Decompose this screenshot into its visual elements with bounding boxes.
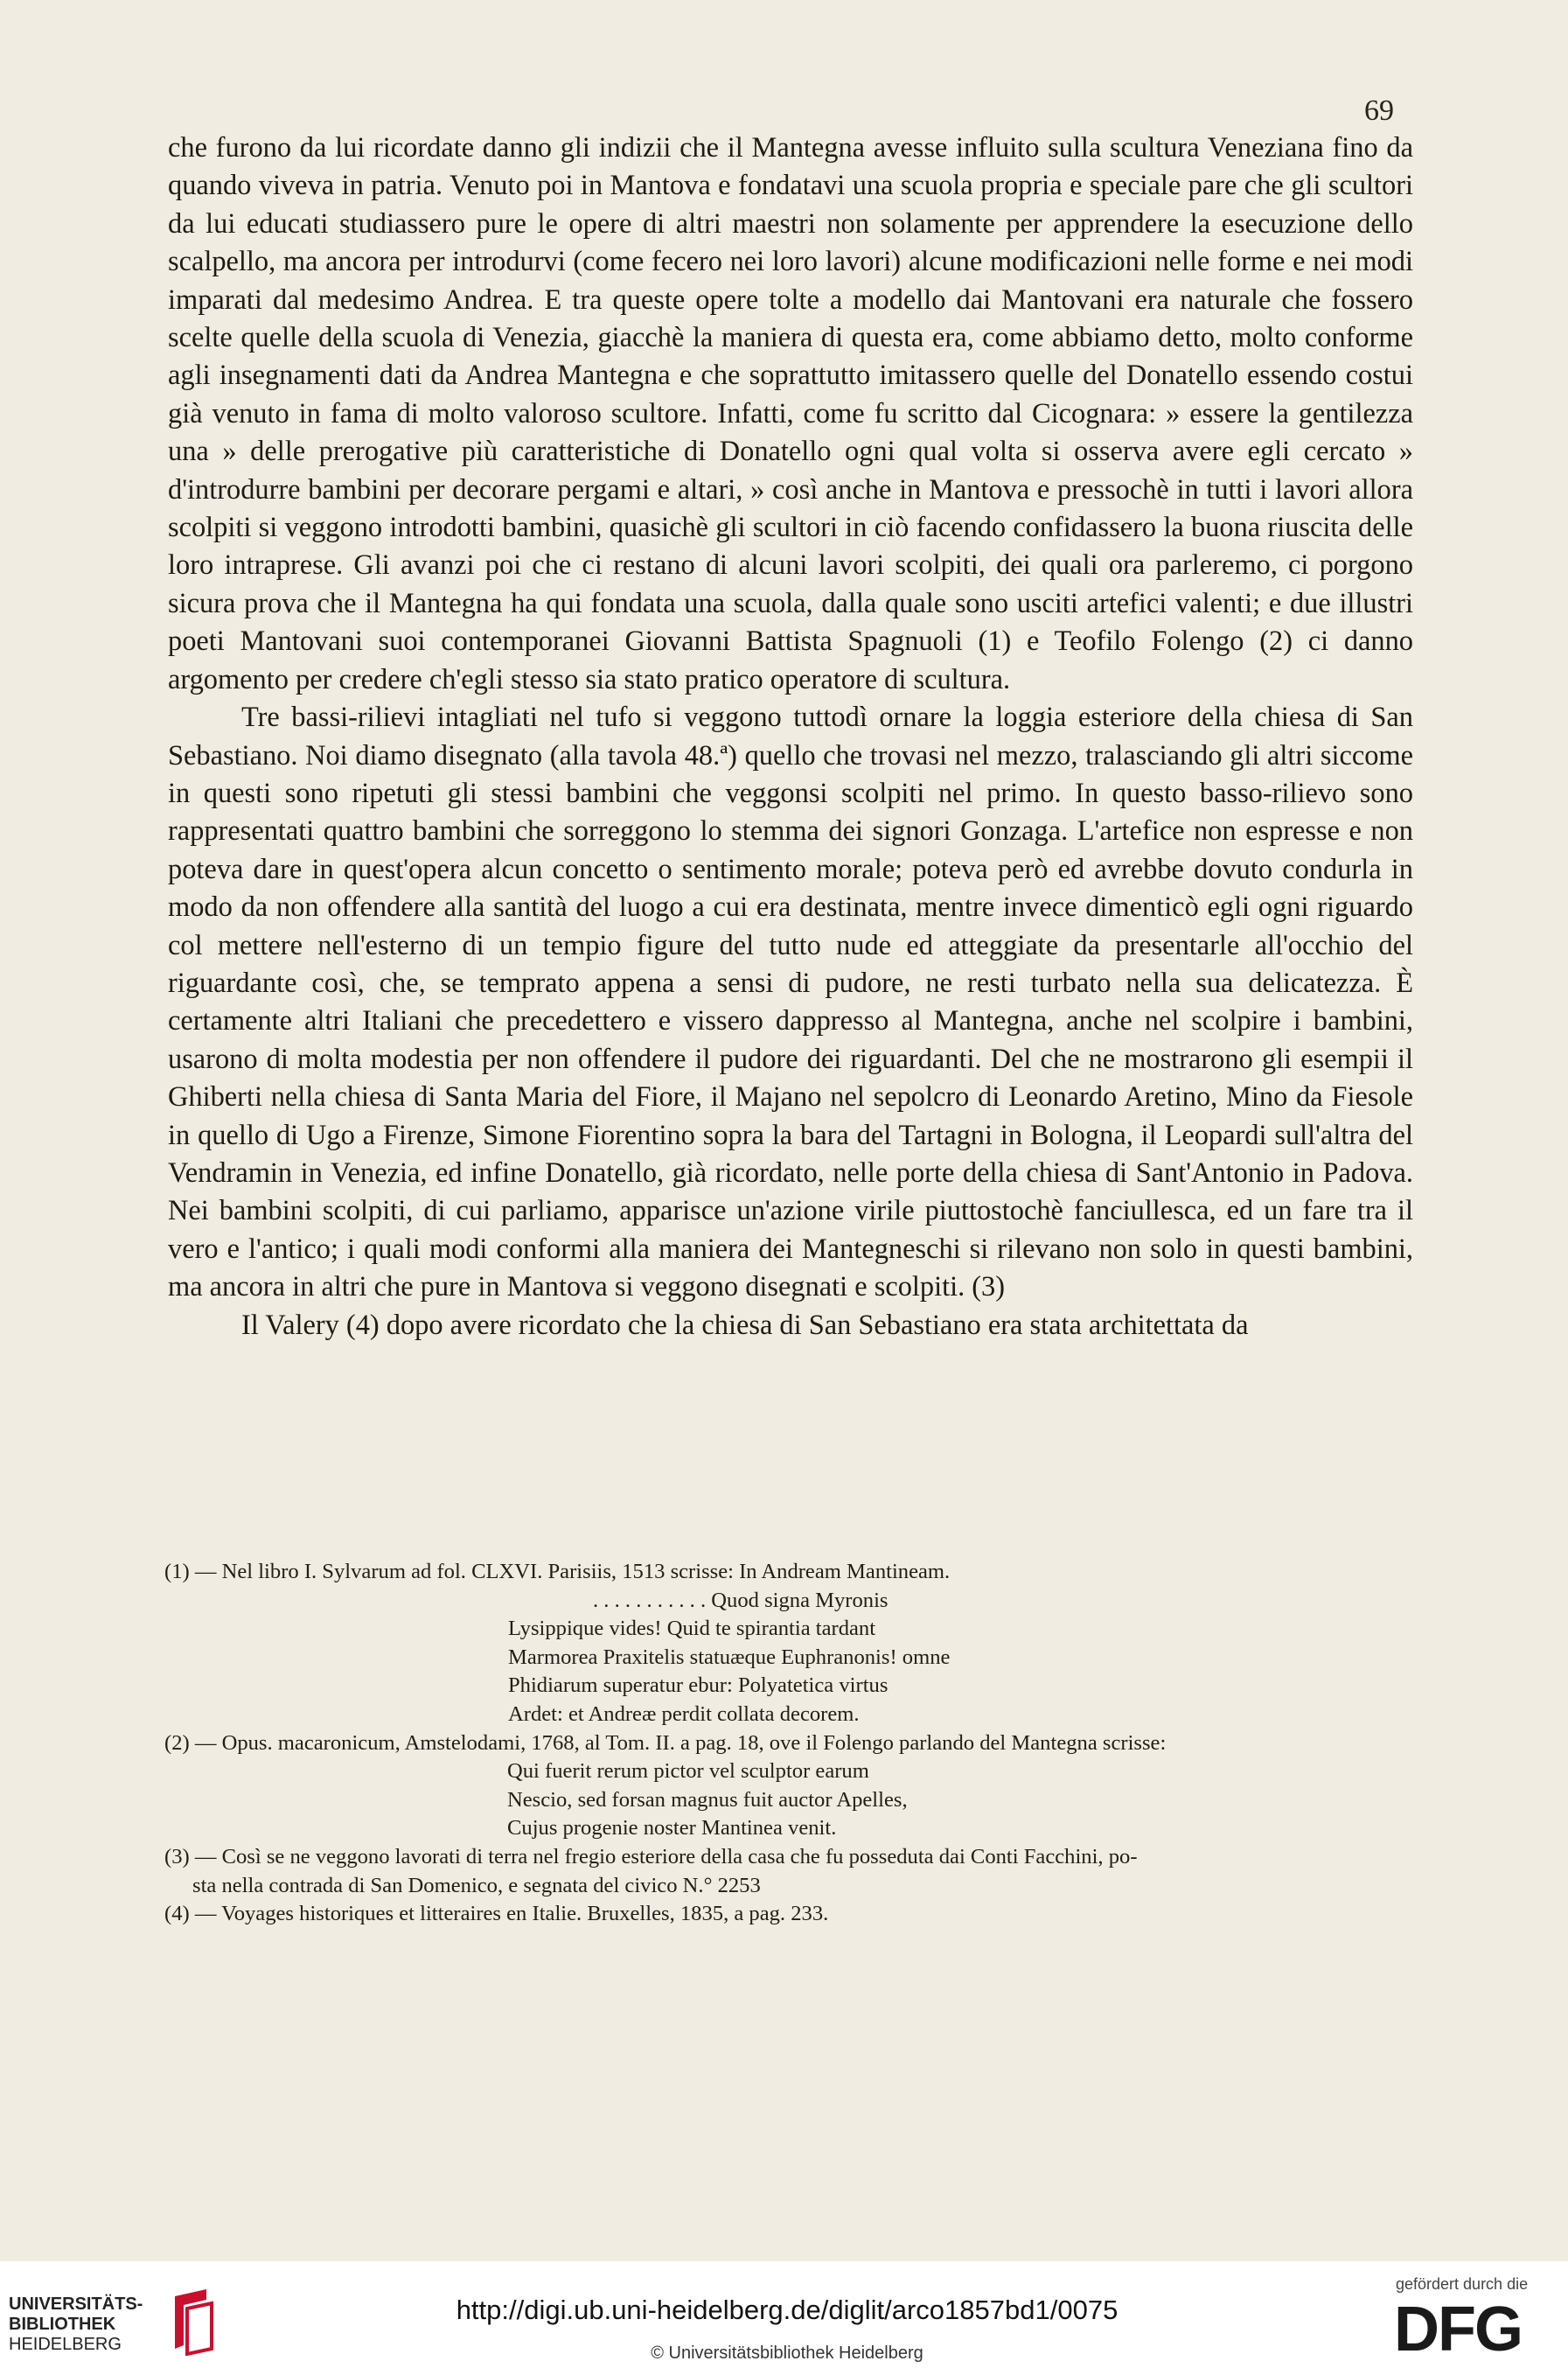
ub-heidelberg-logo[interactable] — [9, 2277, 227, 2365]
verse-line: Cujus progenie noster Mantinea venit. — [507, 1816, 837, 1841]
dfg-caption: gefördert durch die — [1396, 2275, 1529, 2293]
verse-line: Phidiarum superatur ebur: Polyatetica virtus — [508, 1673, 889, 1698]
footnote-4: (4) — Voyages historiques et litteraires en Italie. Bruxelles, 1835, a pag. 233. — [164, 1902, 829, 1926]
logo-text-line: BIBLIOTHEK — [9, 2315, 116, 2334]
permalink-url[interactable]: http://digi.ub.uni-heidelberg.de/diglit/arco1857bd1/0075 — [456, 2295, 1119, 2325]
footnote-2: (2) — Opus. macaronicum, Amstelodami, 1768, al Tom. II. a pag. 18, ove il Folengo parlando del Mantegna scrisse: — [164, 1730, 1167, 1755]
dfg-logo[interactable] — [1383, 2275, 1558, 2366]
verse-line: Lysippique vides! Quid te spirantia tardant — [508, 1617, 876, 1641]
viewer-footer — [0, 2261, 1568, 2375]
footnotes — [164, 1558, 1441, 1929]
dfg-wordmark: DFG — [1394, 2295, 1522, 2365]
paragraph: che furono da lui ricordate danno gli indizii che il Mantegna avesse influito sulla scultura Veneziana fino da quando viveva in patria. Venuto poi in Mantova e fondatavi una scuola propria e speciale pare che gli scultori da lui educati studiassero pure le opere di altri maestri non solamente per apprendere la esecuzione dello scalpello, ma ancora per introdurvi (come fecero nei loro lavori) alcune modificazioni nelle forme e nei modi imparati dal medesimo Andrea. E tra queste opere tolte a modello dai Mantovani era naturale che fossero scelte quelle della scuola di Venezia, giacchè la maniera di questa era, come abbiamo detto, molto conforme agli insegnamenti dati da Andrea Mantegna e che soprattutto imitassero quelle del Donatello essendo costui già venuto in fama di molto valoroso scultore. Infatti, come fu scritto dal Cicognara: » essere la gentilezza una » delle prerogative più caratteristiche di Donatello ogni qual volta si osserva avere egli cercato » d'introdurre bambini per decorare pergami e altari, » così anche in Mantova e pressochè in tutti i lavori allora scolpiti si veggono introdotti bambini, quasichè gli scultori in ciò facendo confidassero la buona riuscita delle loro intraprese. Gli avanzi poi che ci restano di alcuni lavori scolpiti, dei quali ora parleremo, ci porgono sicura prova che il Mantegna ha qui fondata una scuola, dalla quale sono usciti artefici valenti; e due illustri poeti Mantovani suoi contemporanei Giovanni Battista Spagnuoli (1) e Teofilo Folengo (2) ci danno argomento per credere ch'egli stesso sia stato pratico operatore di scultura. — [168, 132, 1413, 695]
verse-line: Nescio, sed forsan magnus fuit auctor Apelles, — [507, 1787, 908, 1812]
verse-line: Qui fuerit rerum pictor vel sculptor earum — [507, 1759, 869, 1784]
logo-text-line: UNIVERSITÄTS- — [9, 2295, 143, 2314]
logo-text-line: HEIDELBERG — [9, 2335, 122, 2354]
copyright-notice: © Universitätsbibliothek Heidelberg — [651, 2344, 923, 2363]
verse-line: Marmorea Praxitelis statuæque Euphranonis! omne — [508, 1645, 951, 1669]
footnote-3: (3) — Così se ne veggono lavorati di terra nel fregio esteriore della casa che fu posseduta dai Conti Facchini, po- — [164, 1844, 1138, 1869]
page-number: 69 — [1364, 94, 1394, 127]
verse-line: Ardet: et Andreæ perdit collata decorem. — [508, 1701, 860, 1726]
main-text — [168, 129, 1413, 1345]
footnote-3-continuation: sta nella contrada di San Domenico, e segnata del civico N.° 2253 — [192, 1873, 761, 1897]
footnote-1: (1) — Nel libro I. Sylvarum ad fol. CLXVI. Parisiis, 1513 scrisse: In Andream Mantineam. — [164, 1560, 951, 1583]
ub-emblem-icon — [163, 2288, 217, 2356]
paragraph: Tre bassi-rilievi intagliati nel tufo si veggono tuttodì ornare la loggia esteriore della chiesa di San Sebastiano. Noi diamo disegnato (alla tavola 48.ª) quello che trovasi nel mezzo, tralasciando gli altri siccome in questi sono ripetuti gli stessi bambini che veggonsi scolpiti nel primo. In questo basso-rilievo sono rappresentati quattro bambini che sorreggono lo stemma dei signori Gonzaga. L'artefice non espresse e non poteva dare in quest'opera alcun concetto o sentimento morale; poteva però ed avrebbe dovuto condurla in modo da non offendere alla santità del luogo a cui era destinata, mentre invece dimenticò egli ogni riguardo col mettere nell'esterno di un tempio figure del tutto nude ed atteggiate da presentarle all'occhio del riguardante così, che, se temprato appena a sensi di pudore, ne resti turbato nella sua delicatezza. È certamente altri Italiani che precedettero e vissero dappresso al Mantegna, anche nel scolpire i bambini, usarono di molta modestia per non offendere il pudore dei riguardanti. Del che ne mostrarono gli esempii il Ghiberti nella chiesa di Santa Maria del Fiore, il Majano nel sepolcro di Leonardo Aretino, Mino da Fiesole in quello di Ugo a Firenze, Simone Fiorentino sopra la bara del Tartagni in Bologna, il Leopardi sull'altra del Vendramin in Venezia, ed infine Donatello, già ricordato, nelle porte della chiesa di Sant'Antonio in Padova. Nei bambini scolpiti, di cui parliamo, apparisce un'azione virile piuttostochè fanciullesca, ed un fare tra il vero e l'antico; i quali modi conformi alla maniera dei Mantegneschi si rilevano non solo in questi bambini, ma ancora in altri che pure in Mantova si veggono disegnati e scolpiti. (3) — [168, 702, 1413, 1303]
verse-line: . . . . . . . . . . . Quod signa Myronis — [593, 1588, 889, 1612]
paragraph: Il Valery (4) dopo avere ricordato che la chiesa di San Sebastiano era stata architettata da — [241, 1309, 1249, 1341]
